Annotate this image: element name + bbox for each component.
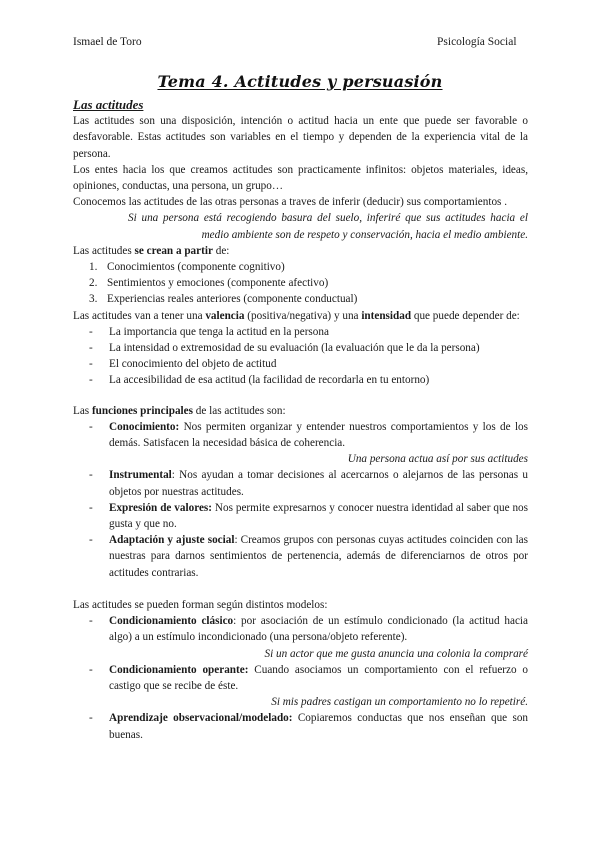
models-list (73, 613, 528, 743)
paragraph-definition: Las actitudes son una disposición, intención o actitud hacia un ente que puede ser favorable o desfavorable. Estas actitudes son variables en el tiempo y dependen de la experiencia vital de la persona. (73, 115, 528, 160)
list-item: - El conocimiento del objeto de actitud (89, 358, 277, 371)
list-item: - Instrumental: Nos ayudan a tomar decisiones al acercarnos o alejarnos de las personas u objetos por nuestras actitudes. (89, 469, 528, 498)
list-item: - Conocimiento: Nos permiten organizar y entender nuestros comportamientos y los de los demás. Satisfacen la necesidad básica de coherencia. Una persona actua así por sus actitudes (73, 419, 528, 468)
paragraph-models: Las actitudes se pueden forman según distintos modelos: (73, 598, 328, 611)
header-subject: Psicología Social (437, 36, 517, 48)
creation-list (73, 259, 528, 308)
list-item: - Aprendizaje observacional/modelado: Copiaremos conductas que nos enseñan que son buenas. (89, 712, 529, 741)
list-item: 3. Experiencias reales anteriores (componente conductual) (89, 293, 358, 306)
paragraph-valence: Las actitudes van a tener una valencia (positiva/negativa) y una intensidad que puede depender de: (73, 309, 520, 322)
list-item: - Condicionamiento clásico: por asociación de un estímulo condicionado (la actitud hacia algo) a un estímulo incondicionado (una persona/objeto referente). Si un actor que me gusta anuncia una colonia la compraré (73, 613, 528, 662)
list-item: - Adaptación y ajuste social: Creamos grupos con personas cuyas actitudes coinciden con las nuestras para darnos sentimientos de pertenencia, además de diferenciarnos de otros por actitudes contrarias. (89, 534, 528, 579)
section-heading: Las actitudes (73, 97, 144, 112)
list-item: - La accesibilidad de esa actitud (la facilidad de recordarla en tu entorno) (89, 374, 430, 387)
list-item: 2. Sentimientos y emociones (componente afectivo) (89, 277, 329, 290)
paragraph-functions: Las funciones principales de las actitudes son: (73, 404, 286, 417)
list-item: 1. Conocimientos (componente cognitivo) (89, 261, 285, 274)
document-body (73, 97, 528, 743)
paragraph-entities: Los entes hacia los que creamos actitudes son practicamente infinitos: objetos materiales, ideas, opiniones, conductas, una persona, un grupo… (73, 163, 528, 193)
example-knowledge: Una persona actua así por sus actitudes (347, 453, 528, 466)
paragraph-creation: Las actitudes se crean a partir de: (73, 244, 230, 257)
valence-list (73, 324, 528, 389)
functions-list (73, 419, 528, 581)
page-title: Tema 4. Actitudes y persuasión (157, 72, 443, 91)
paragraph-inference: Conocemos las actitudes de las otras personas a traves de inferir (deducir) sus comportamientos . (73, 196, 508, 209)
list-item: - Condicionamiento operante: Cuando asociamos un comportamiento con el refuerzo o castigo que se recibe de éste. Si mis padres castigan un comportamiento no lo repetiré. (73, 662, 528, 711)
list-item: - Expresión de valores: Nos permite expresarnos y conocer nuestra identidad al saber que nos gusta y que no. (89, 501, 528, 531)
example-classical: Si un actor que me gusta anuncia una colonia la compraré (264, 647, 528, 660)
list-item: - La importancia que tenga la actitud en la persona (89, 325, 329, 338)
example-inference: Si una persona está recogiendo basura del suelo, inferiré que sus actitudes hacia el medio ambiente son de respeto y conservación, hacia el medio ambiente. (128, 212, 528, 241)
example-operant: Si mis padres castigan un comportamiento no lo repetiré. (271, 696, 528, 709)
list-item: - La intensidad o extremosidad de su evaluación (la evaluación que le da la persona) (89, 342, 480, 355)
header-author: Ismael de Toro (73, 36, 142, 48)
